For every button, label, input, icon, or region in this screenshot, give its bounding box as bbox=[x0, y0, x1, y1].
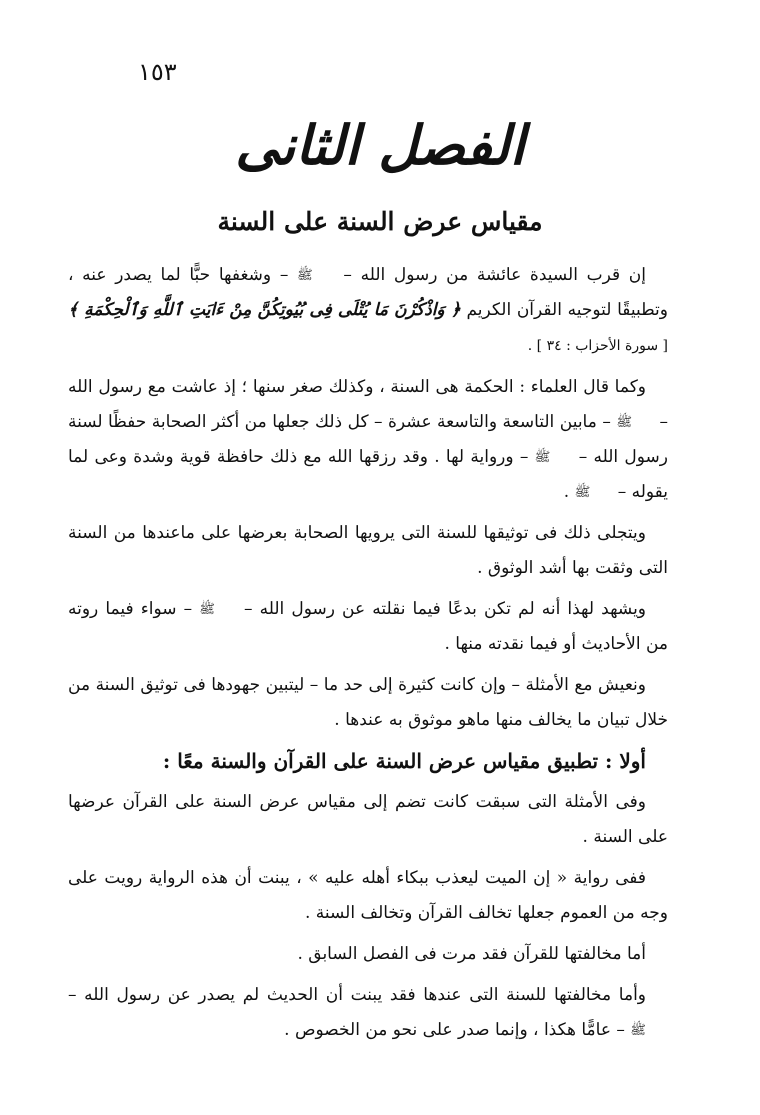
chapter-title: الفصل الثانى bbox=[235, 113, 525, 177]
salawat-glyph: ﷺ bbox=[574, 485, 591, 500]
salawat-glyph: ﷺ bbox=[616, 415, 633, 430]
page-number: ١٥٣ bbox=[138, 58, 177, 86]
subheading: أولا : تطبيق مقياس عرض السنة على القرآن والسنة معًا : bbox=[162, 749, 646, 773]
salawat-glyph: ﷺ bbox=[534, 450, 551, 465]
paragraph-9: وأما مخالفتها للسنة التى عندها فقد يبنت أن الحديث لم يصدر عن رسول الله – ﷺ – عامًّا هكذا ، وإنما صدر على نحو من الخصوص . bbox=[68, 978, 668, 1048]
paragraph-6: وفى الأمثلة التى سبقت كانت تضم إلى مقياس عرض السنة على القرآن عرضها على السنة . bbox=[68, 792, 668, 847]
paragraph-8: أما مخالفتها للقرآن فقد مرت فى الفصل السابق . bbox=[297, 944, 646, 964]
section-title: مقياس عرض السنة على السنة bbox=[217, 207, 543, 236]
paragraph-1: إن قرب السيدة عائشة من رسول الله – ﷺ – وشغفها حبًّا لما يصدر عنه ، وتطبيقًا لتوجيه القرآن الكريم ﴿ وَاذْكُرْنَ مَا يُتْلَى فِى بُيُوتِكُنَّ مِنْ ءَايَتِ ٱللَّهِ وَٱلْحِكْمَةِ ﴾ [ سورة الأحزاب : ٣٤ ] . bbox=[68, 265, 669, 354]
salawat-glyph: ﷺ bbox=[297, 268, 313, 283]
paragraph-2: وكما قال العلماء : الحكمة هى السنة ، وكذلك صغر سنها ؛ إذ عاشت مع رسول الله – ﷺ – مابين التاسعة والتاسعة عشرة – كل ذلك جعلها من أكثر الصحابة حفظًا لسنة رسول الله – ﷺ – ورواية لها . وقد رزقها الله مع ذلك حافظة قوية وشدة وعى لما يقوله – ﷺ . bbox=[68, 377, 669, 502]
quran-verse: ﴿ وَاذْكُرْنَ مَا يُتْلَى فِى بُيُوتِكُنَّ مِنْ ءَايَتِ ٱللَّهِ وَٱلْحِكْمَةِ ﴾ bbox=[68, 300, 461, 320]
paragraph-3: ويتجلى ذلك فى توثيقها للسنة التى يرويها الصحابة بعرضها على ماعندها من السنة التى وثقت بها أشد الوثوق . bbox=[68, 523, 668, 578]
salawat-glyph: ﷺ bbox=[199, 602, 215, 617]
paragraph-5: ونعيش مع الأمثلة – وإن كانت كثيرة إلى حد ما – ليتبين جهودها فى توثيق السنة من خلال تبيان ما يخالف منها ماهو موثوق به عندها . bbox=[68, 675, 668, 730]
paragraph-7: ففى رواية « إن الميت ليعذب ببكاء أهله عليه » ، يبنت أن هذه الرواية رويت على وجه من العموم جعلها تخالف القرآن وتخالف السنة . bbox=[68, 868, 668, 923]
verse-citation: [ سورة الأحزاب : ٣٤ ] . bbox=[527, 338, 668, 354]
paragraph-4: ويشهد لهذا أنه لم تكن بدعًا فيما نقلته عن رسول الله – ﷺ – سواء فيما روته من الأحاديث أو فيما نقدته منها . bbox=[68, 599, 668, 654]
salawat-glyph: ﷺ bbox=[630, 1023, 646, 1038]
body-text bbox=[68, 258, 668, 1054]
